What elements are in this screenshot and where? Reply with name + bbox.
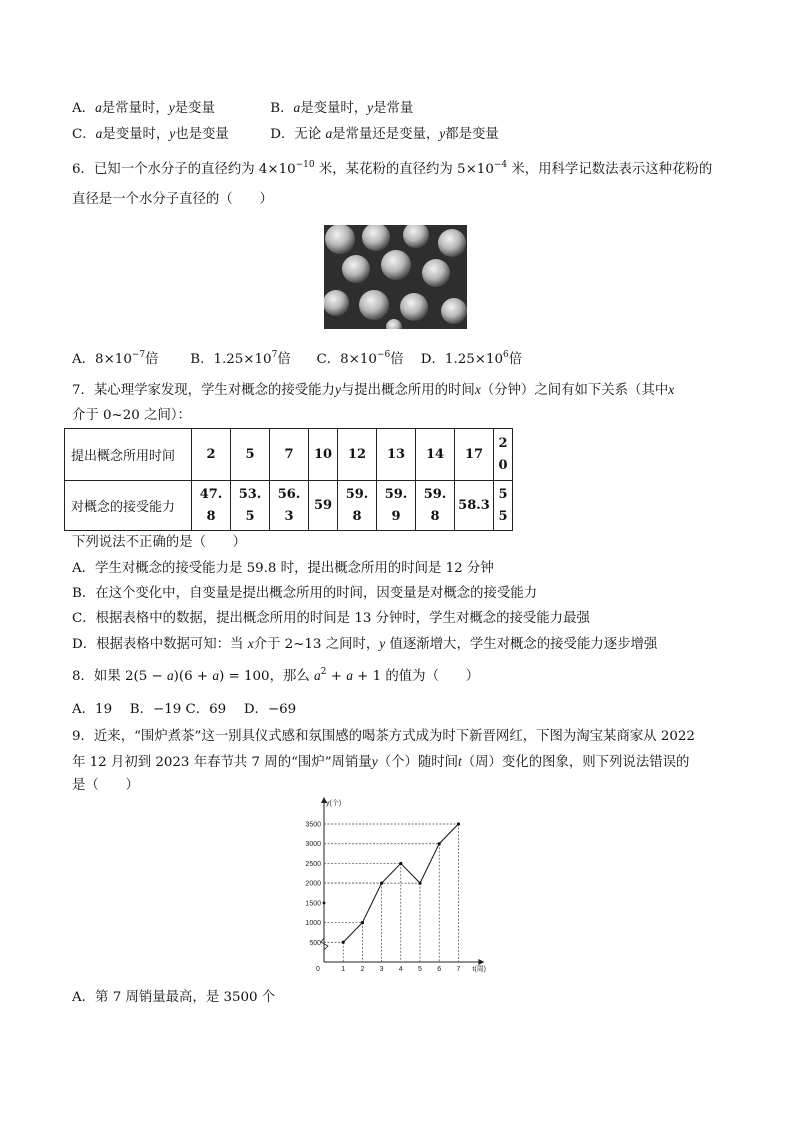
q8-options[interactable]: A．19 B．−19 C．69 D．−69: [72, 702, 297, 717]
q9-stem-line-2: 年 12 月初到 2023 年春节共 7 周的“围炉”周销量y（个）随时间t（周）变化的图象，则下列说法错误的: [72, 754, 690, 770]
q7-prompt: 下列说法不正确的是（ ）: [72, 535, 247, 550]
q5-option-c[interactable]: C．a是变量时，y也是变量: [72, 126, 229, 142]
q7-stem-line-1: 7．某心理学家发现，学生对概念的接受能力y与提出概念所用的时间x（分钟）之间有如下关系（其中x: [72, 382, 675, 398]
table-cell: 17: [455, 429, 494, 481]
data-point: [342, 941, 345, 944]
origin-label: 0: [316, 966, 320, 973]
table-cell: 59. 8: [416, 481, 455, 531]
q5-option-b[interactable]: B．a是变量时，y是常量: [270, 100, 414, 116]
x-tick-label: 5: [418, 966, 422, 973]
q7-option-c[interactable]: C．根据表格中的数据，提出概念所用的时间是 13 分钟时，学生对概念的接受能力最强: [72, 611, 590, 626]
table-cell: 5: [231, 429, 270, 481]
x-axis-arrow: [478, 959, 484, 965]
y-axis-label: y(个): [326, 800, 342, 807]
y-tick-label: 3000: [305, 841, 321, 849]
table-cell: 59. 8: [338, 481, 377, 531]
q9-stem-line-1: 9．近来，“围炉煮茶”这一别具仪式感和氛围感的喝茶方式成为时下新晋网红，下图为淘宝某商家从 2022: [72, 729, 695, 744]
q6-option-c[interactable]: C．$8\times 10^{-6}$倍: [316, 350, 404, 367]
q5-options-row-1: [72, 98, 413, 119]
concept-data-table: [64, 428, 513, 531]
table-cell: 7: [270, 429, 309, 481]
data-point: [418, 882, 421, 885]
q9-stem-line-3: 是（ ）: [72, 778, 139, 793]
table-row-time: [65, 429, 513, 481]
x-tick-label: 6: [437, 966, 442, 973]
q7-stem-line-2: 介于 0~20 之间）：: [72, 408, 191, 423]
y-tick-label: 500: [309, 939, 321, 947]
sales-line-chart: [300, 795, 500, 985]
x-tick-label: 3: [379, 966, 384, 973]
chart-canvas: [300, 795, 500, 985]
table-cell: 56. 3: [270, 481, 309, 531]
x-tick-label: 1: [341, 966, 346, 973]
q8-stem: 8．如果 2(5 − a)(6 + a) = 100，那么 $a^2 + a + 1$ 的值为（ ）: [72, 667, 480, 684]
q5-option-a[interactable]: A．a是常量时，y是变量: [72, 100, 215, 116]
table-cell: 14: [416, 429, 455, 481]
table-cell: 59: [309, 481, 338, 531]
table-cell: 5 5: [494, 481, 513, 531]
table-cell: 13: [377, 429, 416, 481]
q9-option-a[interactable]: A．第 7 周销量最高，是 3500 个: [72, 990, 276, 1005]
q6-option-d[interactable]: D．$1.25\times 10^6$倍: [420, 350, 523, 367]
data-point: [380, 882, 383, 885]
x-tick-label: 2: [360, 966, 365, 973]
pollen-photo: [324, 225, 467, 329]
q6-option-b[interactable]: B．$1.25\times 10^7$倍: [190, 350, 291, 367]
table-row-ability: [65, 481, 513, 531]
q6-stem-line-2: 直径是一个水分子直径的（ ）: [72, 192, 273, 207]
q6-option-a[interactable]: A．$8\times 10^{-7}$倍: [72, 350, 159, 367]
q7-option-b[interactable]: B．在这个变化中，自变量是提出概念所用的时间，因变量是对概念的接受能力: [72, 586, 538, 601]
x-tick-label: 4: [398, 966, 403, 973]
q7-option-d[interactable]: D．根据表格中数据可知：当 x介于 2~13 之间时，y 值逐渐增大，学生对概念的接受能力逐步增强: [72, 636, 658, 652]
table-cell: 2: [192, 429, 231, 481]
table-cell: 59. 9: [377, 481, 416, 531]
q5-option-d[interactable]: D．无论 a是常量还是变量，y都是变量: [270, 126, 499, 142]
table-header-ability: 对概念的接受能力: [65, 481, 192, 531]
data-point: [457, 822, 460, 825]
q6-stem-line-1: 6．已知一个水分子的直径约为 $4\times 10^{-10}$ 米，某花粉的直径约为 $5\times 10^{-4}$ 米，用科学记数法表示这种花粉的: [72, 160, 713, 177]
table-header-time: 提出概念所用时间: [65, 429, 192, 481]
data-point: [361, 921, 364, 924]
table-cell: 2 0: [494, 429, 513, 481]
table-cell: 10: [309, 429, 338, 481]
pollen-grains-image: [324, 225, 467, 329]
table-cell: 53. 5: [231, 481, 270, 531]
y-axis-dot: [323, 901, 326, 904]
q7-option-a[interactable]: A．学生对概念的接受能力是 59.8 时，提出概念所用的时间是 12 分钟: [72, 561, 494, 576]
table-cell: 58.3: [455, 481, 494, 531]
y-tick-label: 1500: [305, 900, 321, 908]
y-tick-label: 2500: [305, 860, 321, 868]
y-tick-label: 1000: [305, 920, 321, 928]
q6-options: [72, 350, 522, 370]
table-cell: 47. 8: [192, 481, 231, 531]
y-tick-label: 2000: [305, 880, 321, 888]
data-point: [399, 862, 402, 865]
y-tick-label: 3500: [305, 821, 321, 829]
x-tick-label: 7: [456, 966, 461, 973]
q5-options-row-2: [72, 124, 499, 145]
data-point: [438, 842, 441, 845]
table-cell: 12: [338, 429, 377, 481]
x-axis-label: t(周): [472, 966, 487, 973]
